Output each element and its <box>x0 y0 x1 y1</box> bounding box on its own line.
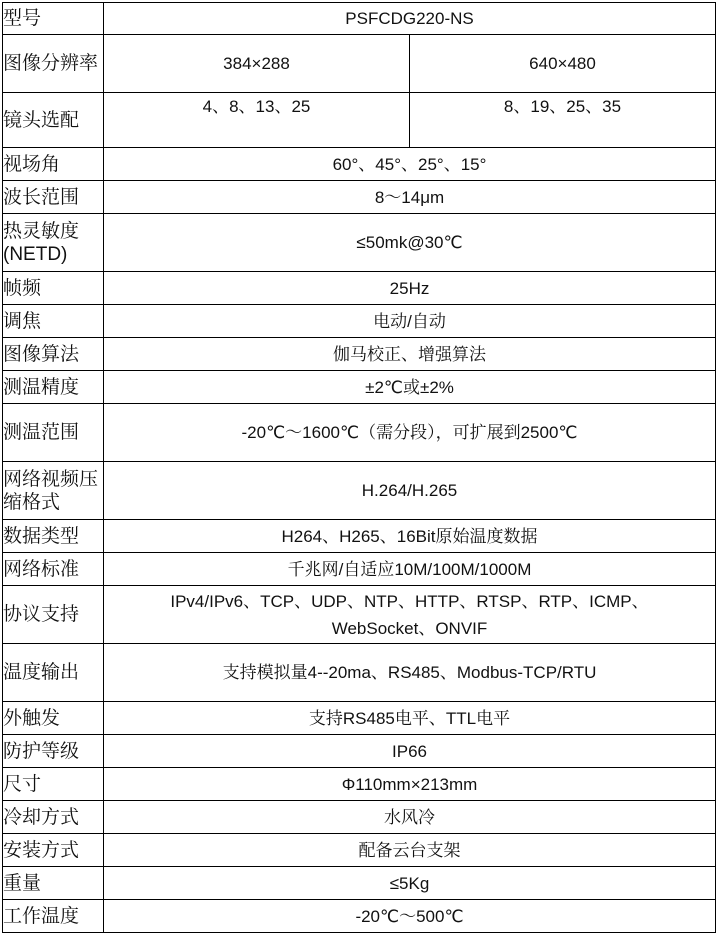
table-row <box>3 702 716 735</box>
row-value: ±2℃或±2% <box>104 371 716 404</box>
row-label: 协议支持 <box>3 586 104 644</box>
row-value: H.264/H.265 <box>104 462 716 520</box>
table-row <box>3 553 716 586</box>
row-label: 安装方式 <box>3 834 104 867</box>
table-row <box>3 462 716 520</box>
row-value: ≤50mk@30℃ <box>104 214 716 272</box>
row-label: 尺寸 <box>3 768 104 801</box>
table-row <box>3 768 716 801</box>
row-value: H264、H265、16Bit原始温度数据 <box>104 520 716 553</box>
table-row <box>3 834 716 867</box>
table-row <box>3 305 716 338</box>
row-label: 测温范围 <box>3 404 104 462</box>
row-value-a: 4、8、13、25 <box>104 93 410 148</box>
row-value: 水风冷 <box>104 801 716 834</box>
row-value: -20℃～1600℃（需分段），可扩展到2500℃ <box>104 404 716 462</box>
table-row <box>3 338 716 371</box>
row-label: 冷却方式 <box>3 801 104 834</box>
row-value: Φ110mm×213mm <box>104 768 716 801</box>
table-row <box>3 272 716 305</box>
table-row <box>3 35 716 93</box>
table-row <box>3 586 716 644</box>
row-value-b: 8、19、25、35 <box>410 93 716 148</box>
table-row <box>3 900 716 933</box>
row-value: PSFCDG220-NS <box>104 3 716 35</box>
row-value: -20℃～500℃ <box>104 900 716 933</box>
row-value: 伽马校正、增强算法 <box>104 338 716 371</box>
table-row <box>3 801 716 834</box>
row-value: ≤5Kg <box>104 867 716 900</box>
row-value: 支持模拟量4--20ma、RS485、Modbus-TCP/RTU <box>104 644 716 702</box>
row-value: 电动/自动 <box>104 305 716 338</box>
row-label: 工作温度 <box>3 900 104 933</box>
table-row <box>3 181 716 214</box>
table-row <box>3 371 716 404</box>
row-label: 图像分辨率 <box>3 35 104 93</box>
row-value: 8～14μm <box>104 181 716 214</box>
row-value: 25Hz <box>104 272 716 305</box>
table-row <box>3 735 716 768</box>
row-label: 外触发 <box>3 702 104 735</box>
row-label: 帧频 <box>3 272 104 305</box>
table-row <box>3 644 716 702</box>
row-value: 60°、45°、25°、15° <box>104 148 716 181</box>
row-label: 视场角 <box>3 148 104 181</box>
row-label: 图像算法 <box>3 338 104 371</box>
table-row <box>3 404 716 462</box>
row-label: 测温精度 <box>3 371 104 404</box>
row-value: 支持RS485电平、TTL电平 <box>104 702 716 735</box>
row-label: 型号 <box>3 3 104 35</box>
row-label: 镜头选配 <box>3 93 104 148</box>
spec-table <box>2 2 716 933</box>
row-label: 温度输出 <box>3 644 104 702</box>
row-label: 重量 <box>3 867 104 900</box>
table-row <box>3 93 716 148</box>
row-value-b: 640×480 <box>410 35 716 93</box>
row-label: 防护等级 <box>3 735 104 768</box>
table-row <box>3 148 716 181</box>
row-value: 配备云台支架 <box>104 834 716 867</box>
table-row <box>3 214 716 272</box>
row-label: 数据类型 <box>3 520 104 553</box>
table-row <box>3 867 716 900</box>
row-value: IPv4/IPv6、TCP、UDP、NTP、HTTP、RTSP、RTP、ICMP、WebSocket、ONVIF <box>104 586 716 644</box>
row-label: 网络标准 <box>3 553 104 586</box>
table-row <box>3 3 716 35</box>
row-label: 波长范围 <box>3 181 104 214</box>
row-value: IP66 <box>104 735 716 768</box>
row-label: 网络视频压缩格式 <box>3 462 104 520</box>
table-row <box>3 520 716 553</box>
row-label: 热灵敏度(NETD) <box>3 214 104 272</box>
row-label: 调焦 <box>3 305 104 338</box>
row-value: 千兆网/自适应10M/100M/1000M <box>104 553 716 586</box>
row-value-a: 384×288 <box>104 35 410 93</box>
